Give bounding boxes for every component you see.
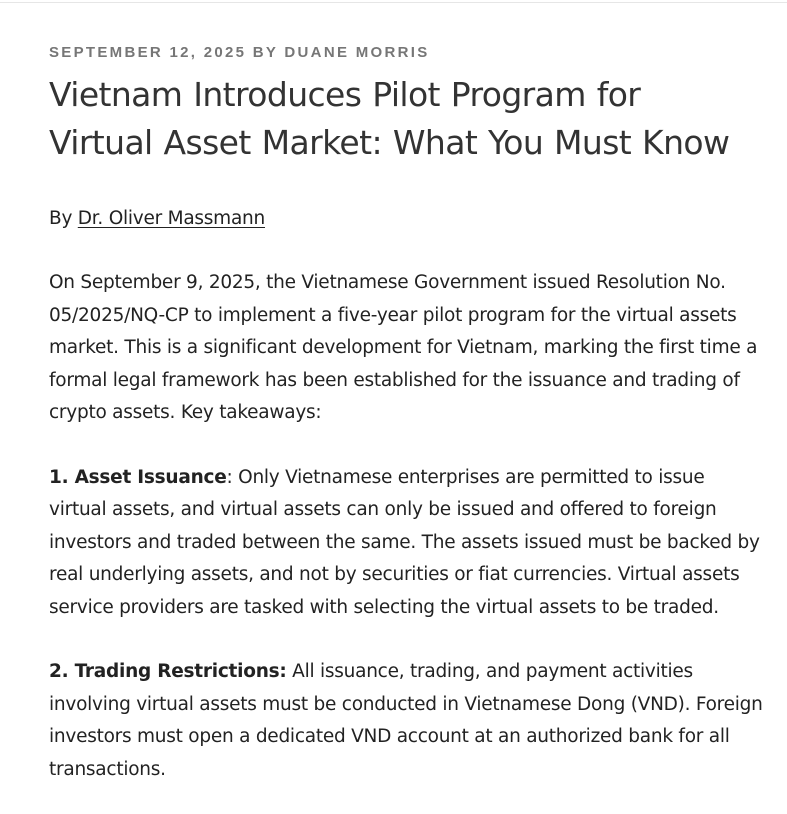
takeaway-asset-issuance: [49, 462, 764, 625]
title-line-2: Virtual Asset Market: What You Must Know: [49, 123, 730, 162]
post-date[interactable]: SEPTEMBER 12, 2025: [49, 44, 247, 61]
post-meta: [49, 43, 764, 63]
takeaway-heading: 2. Trading Restrictions:: [49, 661, 287, 682]
post-author-link[interactable]: DUANE MORRIS: [284, 44, 430, 61]
takeaway-text: All issuance, trading, and payment activities involving virtual assets must be conducted in Vietnamese Dong (VND). Foreign investors must open a dedicated VND account at an authorized bank for all transactions.: [49, 661, 763, 780]
intro-paragraph: On September 9, 2025, the Vietnamese Government issued Resolution No. 05/2025/NQ-CP to implement a five-year pilot program for the virtual assets market. This is a significant development for Vietnam, marking the first time a formal legal framework has been established for the issuance and trading of crypto assets. Key takeaways:: [49, 272, 758, 423]
takeaway-text: : Only Vietnamese enterprises are permitted to issue virtual assets, and virtual assets can only be issued and offered to foreign investors and traded between the same. The assets issued must be backed by real underlying assets, and not by securities or fiat currencies. Virtual assets service providers are tasked with selecting the virtual assets to be traded.: [49, 466, 760, 618]
article-title: [49, 71, 764, 167]
top-divider: [0, 2, 787, 3]
byline-prefix: By: [49, 208, 73, 229]
author-link[interactable]: Dr. Oliver Massmann: [77, 208, 265, 229]
title-line-1: Vietnam Introduces Pilot Program for: [49, 75, 641, 114]
takeaway-heading: 1. Asset Issuance: [49, 466, 227, 488]
meta-by: BY: [252, 44, 278, 61]
article: [49, 43, 764, 805]
byline: [49, 203, 764, 235]
takeaway-trading-restrictions: [49, 656, 764, 786]
